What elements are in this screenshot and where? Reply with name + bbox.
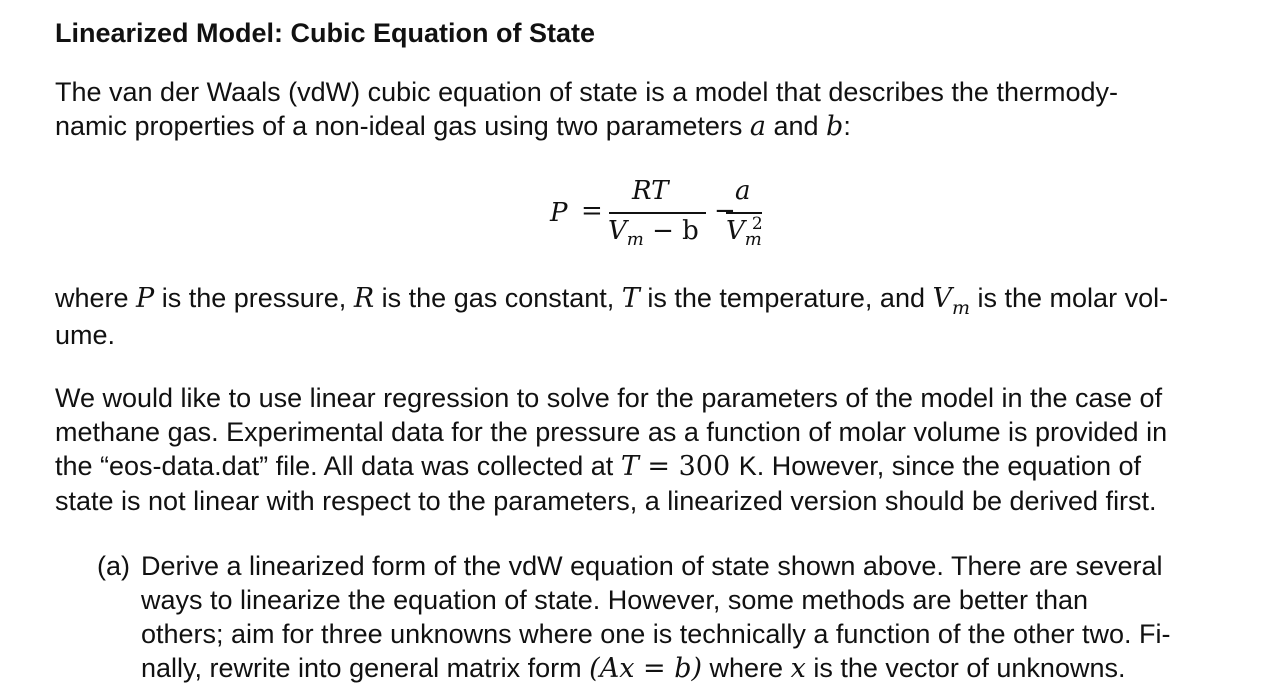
fraction-1-den-v: V — [608, 216, 627, 246]
var-t-inline: T — [620, 451, 639, 482]
where-text-5: is the molar vol- — [970, 283, 1169, 313]
intro-line-2 — [55, 109, 1118, 144]
item-line-3: others; aim for three unknowns where one is technically a function of the other two. Fi- — [141, 619, 1171, 649]
item-line-4-text: nally, rewrite into general matrix form — [141, 653, 590, 683]
regression-line-3-end: K. However, since the equation of — [738, 451, 1141, 481]
list-item-marker: (a) — [97, 551, 130, 581]
where-text-1: where — [55, 283, 137, 313]
equation-minus: − — [714, 196, 736, 226]
fraction-1-den-sub: m — [626, 229, 644, 250]
var-r: R — [353, 283, 375, 314]
var-x: x — [790, 653, 806, 684]
item-line-4-end: is the vector of unknowns. — [805, 653, 1126, 683]
var-p: P — [136, 283, 155, 314]
item-line-1: Derive a linearized form of the vdW equation of state shown above. There are several — [141, 551, 1163, 581]
fraction-2-den-sub: m — [744, 229, 762, 250]
where-text-2: is the pressure, — [154, 283, 354, 313]
temperature-value: = 300 — [638, 451, 739, 482]
where-line-2: ume. — [55, 320, 116, 350]
item-line-4 — [141, 651, 1171, 686]
regression-line-3 — [55, 449, 1167, 484]
var-t: T — [621, 283, 640, 314]
item-line-4-where: where — [702, 653, 791, 683]
regression-line-4: state is not linear with respect to the parameters, a linearized version should be derived first. — [55, 486, 1157, 516]
matrix-form: (Ax = b) — [589, 653, 703, 684]
fraction-1-bar — [609, 212, 706, 214]
fraction-1-den-rest: − b — [643, 216, 699, 246]
list-item-text — [141, 549, 1171, 686]
intro-line-2-text: namic properties of a non-ideal gas using two parameters — [55, 111, 750, 141]
regression-paragraph — [55, 381, 1167, 518]
regression-line-3-text: the “eos-data.dat” file. All data was collected at — [55, 451, 621, 481]
fraction-2-denominator — [726, 214, 763, 250]
var-b: b — [826, 111, 844, 142]
fraction-2-den-sup: 2 — [751, 214, 763, 234]
intro-line-1: The van der Waals (vdW) cubic equation of state is a model that describes the thermody- — [55, 77, 1118, 107]
fraction-2-numerator: a — [735, 176, 751, 206]
equation-equals: = — [581, 196, 603, 226]
where-text-3: is the gas constant, — [374, 283, 622, 313]
fraction-1-numerator: RT — [632, 176, 669, 206]
where-paragraph — [55, 281, 1168, 352]
fraction-1-denominator — [608, 216, 699, 250]
var-a: a — [749, 111, 766, 142]
equation-lhs: P — [550, 198, 568, 228]
var-vm: V — [932, 283, 952, 314]
regression-line-2: methane gas. Experimental data for the pressure as a function of molar volume is provided in — [55, 417, 1168, 447]
where-line-1 — [55, 281, 1168, 318]
item-line-2: ways to linearize the equation of state. However, some methods are better than — [141, 585, 1089, 615]
regression-line-1: We would like to use linear regression to solve for the parameters of the model in the case of — [55, 383, 1163, 413]
vdw-equation — [550, 172, 790, 252]
intro-colon: : — [843, 111, 851, 141]
where-text-4: is the temperature, and — [639, 283, 933, 313]
section-heading: Linearized Model: Cubic Equation of State — [55, 18, 596, 48]
fraction-2-den-v: V — [726, 216, 745, 246]
intro-and: and — [765, 111, 827, 141]
intro-paragraph — [55, 75, 1118, 144]
var-vm-sub: m — [951, 297, 971, 319]
